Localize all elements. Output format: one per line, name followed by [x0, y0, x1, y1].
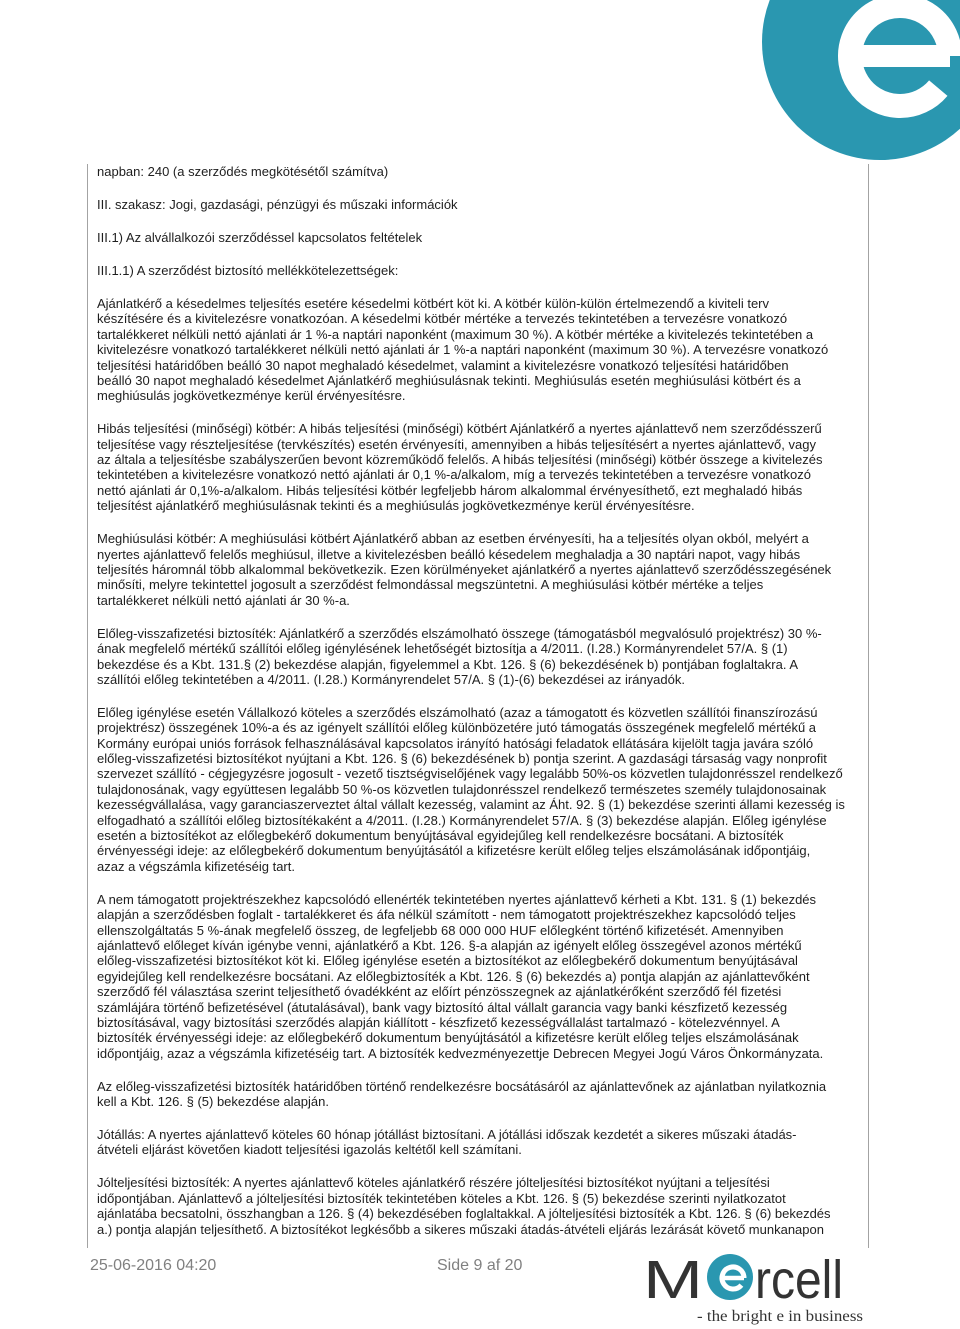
text-line: kivitelezésre vonatkozó tartalékkeret nélküli nettó ajánlati ár 1 %-a naptári naponként (maximum 30 %). A tervezésre vonatkozó [97, 342, 829, 358]
text-line: bekezdése és a Kbt. 131.§ (2) bekezdése alapján, figyelemmel a Kbt. 126. § (6) bekezdésének b) pontjában foglaltakra. A [97, 656, 798, 672]
text-line: érvényességi ideje: az előlegbekérő dokumentum benyújtásától a kifizetésre került előleg teljes elszámolásának időpontjáig, [97, 843, 811, 859]
text-line: teljesítési határidőben beálló 30 napot meghaladó késedelmet, valamint a kivitelezésre vonatkozó teljesítési határidőben [97, 357, 789, 373]
text-line: egyidejűleg kell rendelkezésre bocsátani. Az előlegbiztosíték a Kbt. 126. § (6) bekezdés a) pontja alapján az ajánlattevőként [97, 968, 810, 984]
text-line: alapján a szerződésben foglalt - tartalékkeret és áfa nélkül számított - nem támogatott projektrészekhez kapcsolódó teljes [97, 907, 796, 923]
text-line: nettó ajánlati ár 0,1%-a/alkalom. Hibás teljesítési kötbér legfeljebb három alkalommal érvényesíthető, ezt meghaladó hibás [97, 482, 803, 498]
paragraph [97, 1175, 865, 1237]
page-border-left [87, 164, 88, 1248]
text-line: szervezet szállító - cégjegyzésre jogosult - vezető tisztségviselőjének vagy legalább 50%-os közvetlen tulajdonrésszel rendelkező [97, 766, 843, 782]
footer-timestamp: 25-06-2016 04:20 [90, 1257, 217, 1274]
logo-e-circle-icon [707, 1254, 753, 1300]
text-line: elfogadható a szállítói előleg biztosítékaként a 4/2011. (I.28.) Kormányrendelet 57/A. § (3) bekezdése alapján. Előleg igénylése [97, 812, 827, 828]
text-line: minősíti, melyre tekintettel jogosult a szerződést felmondással megszüntetni. A meghiúsulási kötbér mértéke a teljes [97, 577, 764, 593]
text-line: készítésére és a kivitelezésre vonatkozóan. A késedelmi kötbér mértéke a tervezés tekintetében a tervezésre vonatkozó [97, 311, 788, 327]
text-line: szállítói előleg tekintetében a 4/2011. (I.28.) Kormányrendelet 57/A. § (1)-(6) bekezdései az irányadók. [97, 671, 685, 687]
text-line: Jólteljesítési biztosíték: A nyertes ajánlattevő köteles ajánlatkérő részére jólteljesítési biztosítékot nyújtani a teljesítési [97, 1175, 770, 1191]
text-line: Előleg igénylése esetén Vállalkozó köteles a szerződés elszámolható (azaz a támogatott és közvetlen szállítói finanszírozású [97, 704, 818, 720]
continuation-block [97, 164, 865, 179]
paragraph [97, 531, 865, 608]
subsubsection-heading: III.1.1) A szerződést biztosító mellékkötelezettségek: [97, 262, 399, 278]
text-line: Előleg-visszafizetési biztosíték: Ajánlatkérő a szerződés elszámolható összege (támogatásból megvalósuló projektrész) 30 %- [97, 625, 822, 641]
text-line: meghiúsulás jogkövetkezménye kerül érvényesítésre. [97, 388, 406, 404]
text-line: ajánlatába becsatolni, összhangban a 126. § (4) bekezdésében foglaltakkal. A jólteljesítési biztosíték a Kbt. 126. § (6) bekezdés [97, 1206, 831, 1222]
text-line: Kormány európai uniós források felhasználásával kapcsolatos irányító hatósági feladatok ellátására kijelölt tagja javára szóló [97, 735, 814, 751]
paragraph [97, 1079, 865, 1110]
page-border-right [868, 164, 869, 1248]
text-line: tulajdonosának, vagy együttesen legalább 50 %-os közvetlen tulajdonrésszel rendelkező természetes személy tulajdonosainak [97, 781, 827, 797]
text-line: számlájára történő befizetésével (átutalásával), bank vagy biztosító által vállalt garancia vagy banki készfizető kezesség [97, 999, 788, 1015]
document-body [97, 164, 865, 1255]
text-line: Az előleg-visszafizetési biztosíték határidőben történő rendelkezésre bocsátásáról az ajánlattevőnek az ajánlatban nyilatkoznia [97, 1078, 827, 1094]
brand-e-circle-icon [740, 0, 960, 170]
text-line: projektrész) összegének 10%-a és az igényelt szállítói előleg különbözetére jutó támogatás összegének megfelelő mértékű a [97, 720, 817, 736]
continuation-line: napban: 240 (a szerződés megkötésétől számítva) [97, 164, 389, 179]
text-line: teljesítés háromnál több alkalommal bekövetkezik. Ezen körülményeket ajánlatkérő a nyertes ajánlattevő szerződésszegésének [97, 561, 832, 577]
text-line: esetén a biztosítékot az előlegbekérő dokumentum benyújtásával egyidejűleg kell rendelkezésre bocsátani. A biztosíték [97, 828, 784, 844]
paragraph-list [97, 296, 865, 1237]
text-line: előleg-visszafizetési biztosítékot köt ki. Előleg igénylése esetén a biztosítékot az előlegbekérő dokumentum benyújtásával [97, 953, 798, 969]
subsection-heading-block [97, 230, 865, 245]
text-line: időpontjában. Ajánlattevő a jólteljesítési biztosíték tekintetében köteles a Kbt. 126. § (5) bekezdése szerinti nyilatkozatot [97, 1190, 786, 1206]
text-line: ajánlattevő előleget kíván igénybe venni, ajánlatkérő a Kbt. 126. §-a alapján az igényelt előleg összegével azonos mértékű [97, 937, 802, 953]
text-line: Hibás teljesítési (minőségi) kötbér: A hibás teljesítési (minőségi) kötbért Ajánlatkérő a nyertes ajánlattevő nem szerződésszerű [97, 421, 822, 437]
text-line: ellenszolgáltatás 5 %-ának megfelelő összeg, de legfeljebb 68 000 000 HUF előlegként történő kifizetését. Amennyiben [97, 922, 784, 938]
text-line: Meghiúsulási kötbér: A meghiúsulási kötbért Ajánlatkérő abban az esetben érvényesíti, ha a teljesítés olyan okból, melyért a [97, 531, 809, 547]
paragraph [97, 626, 865, 688]
section-heading: III. szakasz: Jogi, gazdasági, pénzügyi és műszaki információk [97, 196, 458, 212]
text-line: nyertes ajánlattevő felelős meghiúsul, illetve a kivitelezésben beálló késedelem meghaladja a 30 naptári napot, vagy hibás [97, 546, 801, 562]
logo-tagline: - the bright e in business [697, 1308, 863, 1325]
text-line: Ajánlatkérő a késedelmes teljesítés esetére késedelmi kötbért köt ki. A kötbér külön-külön értelmezendő a kiviteli terv [97, 295, 770, 311]
text-line: előleg-visszafizetési biztosítékot nyújtani a Kbt. 126. § (6) bekezdésének b) pontja szerint. A gazdasági társaság vagy nonprofit [97, 751, 827, 767]
paragraph [97, 296, 865, 404]
subsubsection-heading-block [97, 263, 865, 278]
text-line: kell a Kbt. 126. § (5) bekezdése alapján. [97, 1094, 329, 1110]
text-line: teljesítése vagy részteljesítése (tervkészítés) esetén érvényesíti, amennyiben a hibás teljesítésért a nyertes ajánlattevő, vagy [97, 436, 816, 452]
text-line: átvételi eljárást követően kiadott teljesítési igazolás keltétől kell számítani. [97, 1142, 522, 1158]
footer-logo [630, 1248, 870, 1329]
text-line: teljesítést ajánlatkérő meghiúsulásnak tekinti és a meghiúsulás jogkövetkezménye kerül érvényesítésre. [97, 498, 695, 514]
paragraph [97, 892, 865, 1061]
logo-letters-rcell: rcell [755, 1250, 843, 1310]
text-line: biztosíték érvényességi ideje: az előlegbekérő dokumentum benyújtásától a kifizetésre került előleg teljes elszámolásának [97, 1030, 799, 1046]
text-line: biztosításával, vagy biztosítási szerződés alapján kiállított - készfizető kezességvállalást tartalmazó - kötelezvénnyel. A [97, 1014, 780, 1030]
subsection-heading: III.1) Az alvállalkozói szerződéssel kapcsolatos feltételek [97, 229, 423, 245]
text-line: az általa a teljesítésbe szabályszerűen bevont közreműködő felelős. A hibás teljesítési (minőségi) kötbér összege a kivitelezés [97, 452, 823, 468]
section-heading-block [97, 197, 865, 212]
text-line: a.) pontja alapján teljesíthető. A biztosítékot legkésőbb a sikeres műszaki átadás-átvételi eljárás lezárását követő munkanapon [97, 1221, 824, 1237]
text-line: időpontjáig, azaz a végszámla kifizetéséig tart. A biztosíték kedvezményezettje Debrecen Megyei Jogú Város Önkormányzata. [97, 1045, 824, 1061]
text-line: azaz a végszámla kifizetéséig tart. [97, 858, 295, 874]
text-line: szerződő fél választása szerint teljesíthető óvadékként az előírt pénzösszegnek az ajánlatkérőként szerződő fél fizetési [97, 984, 782, 1000]
text-line: tartalékkeret nélküli nettó ajánlati ár 30 %-a. [97, 592, 350, 608]
text-line: beálló 30 napot meghaladó késedelmet Ajánlatkérő meghiúsulásnak tekinti. Meghiúsulás esetén meghiúsulási kötbért és a [97, 372, 801, 388]
text-line: tekintetében a kivitelezésre vonatkozó nettó ajánlati ár 0,1 %-a/alkalom, míg a tervezés tekintetében a tervezésre vonatkozó [97, 467, 811, 483]
paragraph [97, 705, 865, 874]
logo-letter-m: M [643, 1250, 703, 1310]
paragraph [97, 1127, 865, 1158]
paragraph [97, 421, 865, 513]
text-line: tartalékkeret nélküli nettó ajánlati ár 1 %-a naptári naponként (maximum 30 %). A kötbér mértéke a kivitelezés tekintetében a [97, 326, 814, 342]
text-line: A nem támogatott projektrészekhez kapcsolódó ellenérték tekintetében nyertes ajánlattevő kérheti a Kbt. 131. § (1) bekezdés [97, 891, 817, 907]
text-line: ának megfelelő mértékű szállítói előleg igénylésének lehetőségét biztosítja a 4/2011. (I.28.) Kormányrendelet 57/A. § (1) [97, 641, 788, 657]
text-line: Jótállás: A nyertes ajánlattevő köteles 60 hónap jótállást biztosítani. A jótállási időszak kezdetét a sikeres műszaki átadás- [97, 1127, 797, 1143]
text-line: kezességvállalása, vagy garanciaszerveztet által vállalt kezesség, valamint az Áht. 92. § (1) bekezdése szerinti állami kezesség is [97, 797, 845, 813]
footer-page-number: Side 9 af 20 [437, 1257, 523, 1274]
